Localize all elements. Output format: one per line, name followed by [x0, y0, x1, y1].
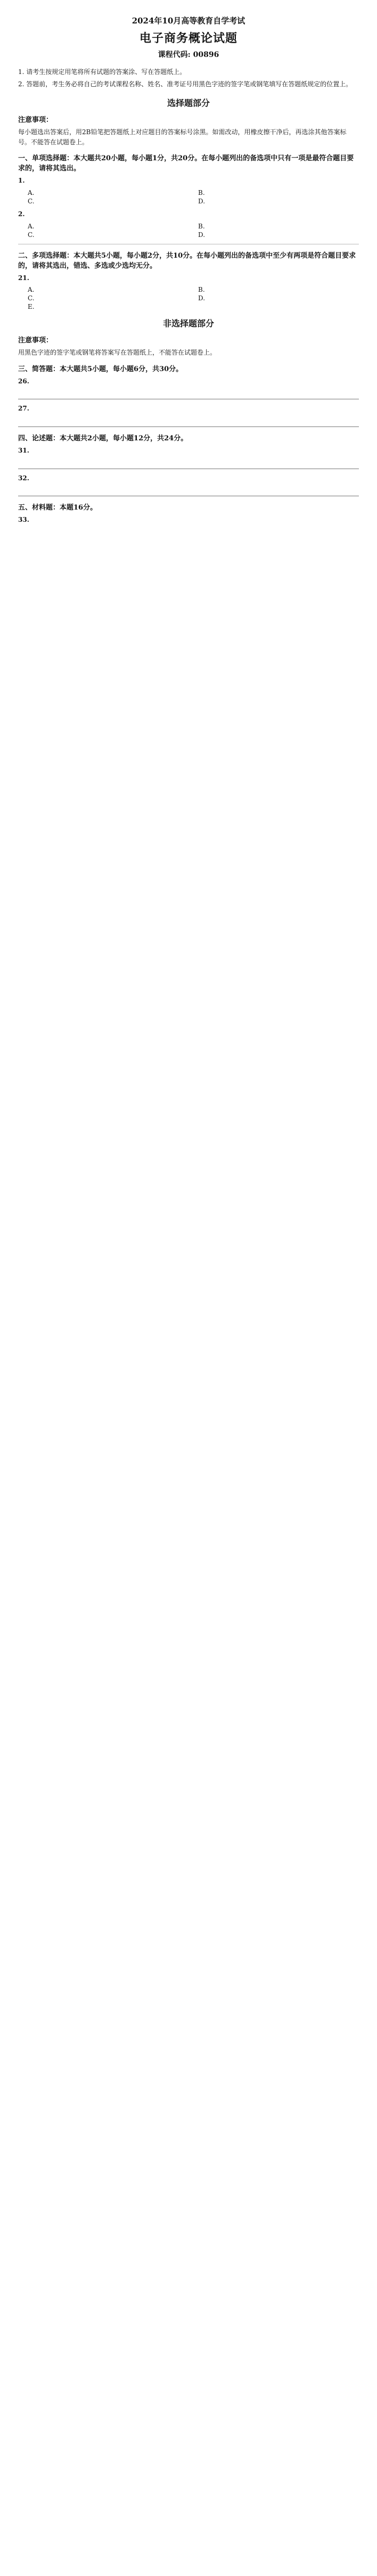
answer-line: [18, 486, 359, 496]
exam-notice: [18, 67, 359, 89]
question-discussion-31: [18, 446, 359, 456]
material-title: 五、材料题：本题16分。: [18, 504, 97, 512]
multiple-choice-title: 二、多项选择题：本大题共5小题，每小题2分，共10分。在每小题列出的备选项中至少有两项是符合题目要求的，请将其选出，错选、多选或少选均无分。: [18, 251, 356, 270]
option-e: E.: [28, 303, 35, 311]
single-choice-title: 一、单项选择题：本大题共20小题，每小题1分，共20分。在每小题列出的备选项中只有一项是最符合题目要求的，请将其选出。: [18, 154, 354, 173]
option-b: B.: [198, 188, 205, 196]
option-d: D.: [198, 294, 206, 302]
choice-section-title: 选择题部分: [167, 98, 210, 109]
answer-line: [18, 389, 359, 399]
exam-header-top: 2024年10月高等教育自学考试: [132, 16, 245, 26]
question-short-26: [18, 376, 359, 387]
question-number: 2.: [18, 210, 25, 218]
option-a: A.: [28, 188, 35, 196]
exam-title: 电子商务概论试题: [139, 31, 237, 45]
page-spacer: [18, 528, 359, 645]
option-c: C.: [28, 231, 35, 239]
question-number: 27.: [18, 405, 29, 413]
option-b: B.: [198, 222, 205, 230]
non-choice-notice-title: 注意事项：: [18, 337, 53, 345]
course-code-value: 00896: [193, 51, 219, 59]
option-d: D.: [198, 231, 206, 239]
question-single-1: [18, 176, 359, 186]
question-number: 32.: [18, 474, 29, 482]
question-discussion-32: [18, 473, 359, 483]
non-choice-section-title: 非选择题部分: [162, 318, 214, 329]
non-choice-notice: 用黑色字迹的签字笔或钢笔将答案写在答题纸上，不能答在试题卷上。: [18, 349, 217, 357]
short-answer-title: 三、简答题：本大题共5小题，每小题6分，共30分。: [18, 365, 183, 373]
option-c: C.: [28, 294, 35, 302]
question-single-2-options: [28, 223, 359, 239]
question-number: 31.: [18, 446, 29, 454]
option-c: C.: [28, 197, 35, 205]
option-a: A.: [28, 286, 35, 294]
question-single-1-options: [28, 189, 359, 205]
notice-item-2: 2. 答题前，考生务必将自己的考试课程名称、姓名、准考证号用黑色字迹的签字笔或钢笔填写在答题纸规定的位置上。: [18, 80, 353, 88]
question-number: 1.: [18, 177, 25, 185]
question-material-33: [18, 515, 359, 525]
question-multiple-21: [18, 273, 359, 283]
answer-line: [18, 459, 359, 469]
course-code-label: 课程代码:: [158, 51, 191, 59]
question-number: 33.: [18, 516, 29, 524]
course-code: [18, 49, 359, 60]
choice-notice: 每小题选出答案后，用2B铅笔把答题纸上对应题目的答案标号涂黑。如需改动，用橡皮擦干净后，再选涂其他答案标号。不能答在试题卷上。: [18, 128, 347, 146]
option-a: A.: [28, 222, 35, 230]
notice-item-1: 1. 请考生按规定用笔将所有试题的答案涂、写在答题纸上。: [18, 68, 186, 76]
discussion-title: 四、论述题：本大题共2小题，每小题12分，共24分。: [18, 434, 188, 442]
choice-notice-title: 注意事项：: [18, 116, 53, 125]
question-multiple-21-options: [28, 286, 359, 310]
option-d: D.: [198, 197, 206, 205]
question-number: 21.: [18, 274, 29, 282]
option-b: B.: [198, 286, 205, 294]
question-number: 26.: [18, 377, 29, 385]
question-short-27: [18, 404, 359, 414]
question-single-2: [18, 209, 359, 219]
answer-line: [18, 417, 359, 427]
